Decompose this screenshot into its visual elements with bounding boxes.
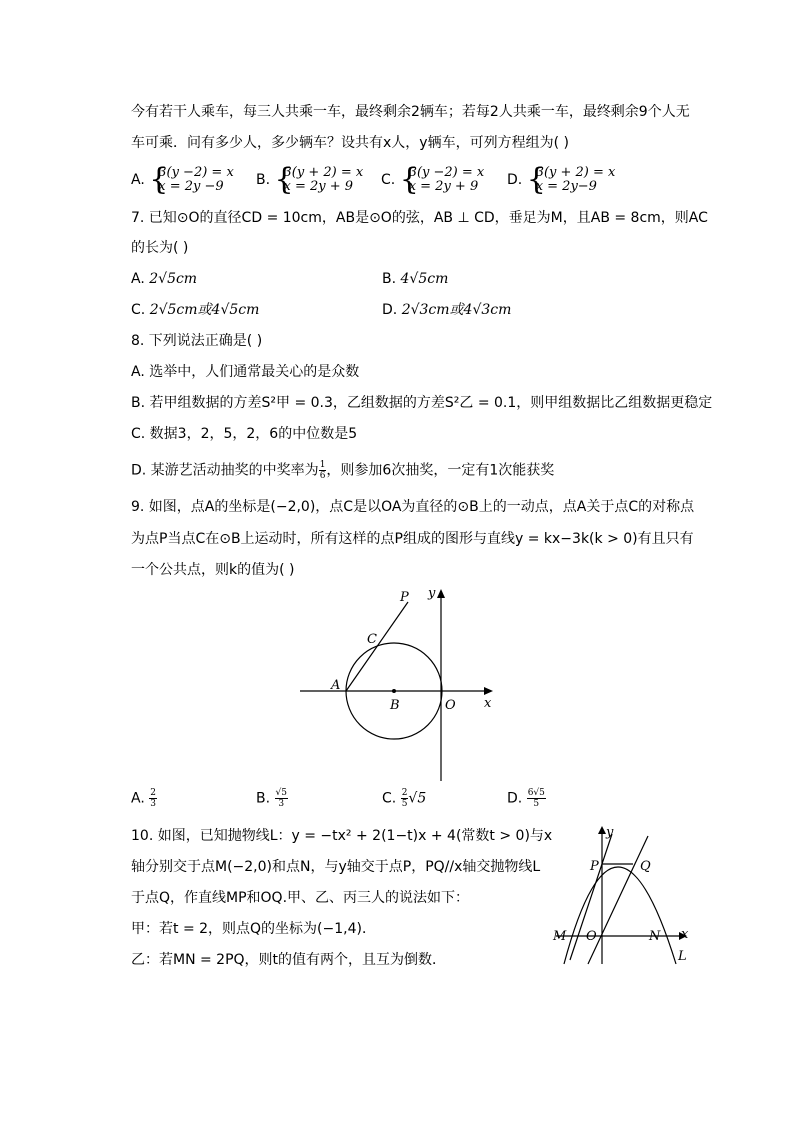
equation-system: { 3(y + 2) = x x = 2y + 9 xyxy=(274,162,364,197)
q10-line-4: 甲：若t = 2，则点Q的坐标为(−1,4)． xyxy=(131,921,376,937)
q10-figure xyxy=(550,822,700,972)
q8-option-a[interactable]: A. 选举中，人们通常最关心的是众数 xyxy=(131,364,360,380)
q7-option-b[interactable]: B. 4√5cm xyxy=(382,271,449,287)
equation-system: { 3(y −2) = x x = 2y −9 xyxy=(149,162,234,197)
x-axis-arrow-icon xyxy=(484,687,493,695)
label-o: O xyxy=(445,698,456,713)
q9-option-a[interactable]: A. $\frac{2}{3}$ xyxy=(131,788,156,809)
q9-option-d[interactable]: D. $\frac{6√5}{5}$ xyxy=(507,788,545,809)
equation-system: { 3(y + 2) = x x = 2y−9 xyxy=(526,162,616,197)
label-x: x xyxy=(484,696,492,711)
q10-line-2: 轴分别交于点M(−2,0)和点N，与y轴交于点P，PQ//x轴交抛物线L xyxy=(131,859,541,875)
q8-stem: 8. 下列说法正确是( ) xyxy=(131,333,263,349)
fraction: $\frac{6√5}{5}$ xyxy=(527,788,545,809)
q6-option-c[interactable]: C. { 3(y −2) = x x = 2y + 9 xyxy=(381,162,485,197)
q8-option-b[interactable]: B. 若甲组数据的方差S²甲 = 0.3，乙组数据的方差S²乙 = 0.1，则甲组数据比乙组数据更稳定 xyxy=(131,395,713,411)
q7-line-1: 7. 已知⊙O的直径CD = 10cm，AB是⊙O的弦，AB ⊥ CD，垂足为M，且AB = 8cm，则AC xyxy=(131,210,708,226)
label-p: P xyxy=(590,859,599,874)
q7-line-2: 的长为( ) xyxy=(131,240,189,256)
q10-line-5: 乙：若MN = 2PQ，则t的值有两个，且互为倒数． xyxy=(131,952,447,968)
label-b: B xyxy=(390,698,400,713)
q9-option-b[interactable]: B. $\frac{√5}{3}$ xyxy=(256,788,287,809)
y-axis-arrow-icon xyxy=(598,826,606,834)
q8-option-c[interactable]: C. 数据3，2，5，2，6的中位数是5 xyxy=(131,426,358,442)
q7-option-c[interactable]: C. 2√5cm或4√5cm xyxy=(131,302,260,318)
fraction: $\frac{2}{5}$ xyxy=(401,788,408,809)
fraction: $\frac{√5}{3}$ xyxy=(275,788,287,809)
q9-option-c[interactable]: C. $\frac{2}{5}$ √5 xyxy=(382,788,427,809)
label-c: C xyxy=(367,632,377,647)
center-point-b xyxy=(392,689,396,693)
equation-system: { 3(y −2) = x x = 2y + 9 xyxy=(399,162,485,197)
q9-figure xyxy=(290,585,510,785)
label-m: M xyxy=(553,929,567,944)
label-y: y xyxy=(428,586,436,601)
q10-line-1: 10. 如图，已知抛物线L：y = −tx² + 2(1−t)x + 4(常数t > 0)与x xyxy=(131,828,553,844)
fraction: $\frac{2}{3}$ xyxy=(150,788,156,809)
q6-line-2: 车可乘．问有多少人，多少辆车？设共有x人，y辆车，可列方程组为( ) xyxy=(131,135,569,151)
label-x: x xyxy=(681,927,689,942)
q9-line-3: 一个公共点，则k的值为( ) xyxy=(131,562,295,578)
q9-line-2: 为点P当点C在⊙B上运动时，所有这样的点P组成的图形与直线y = kx−3k(k > 0)有且只有 xyxy=(131,531,694,547)
segment-ap xyxy=(346,602,408,691)
label-p: P xyxy=(400,590,409,605)
q8-option-d[interactable]: D. 某游艺活动抽奖的中奖率为 $\frac{1}{6}$ ，则参加6次抽奖，一定有1次能获奖 xyxy=(131,460,555,481)
label-n: N xyxy=(649,929,661,944)
y-axis-arrow-icon xyxy=(437,589,445,598)
label-l: L xyxy=(678,949,687,964)
line-oq xyxy=(588,836,648,964)
q7-option-a[interactable]: A. 2√5cm xyxy=(131,271,198,287)
fraction: $\frac{1}{6}$ xyxy=(319,460,326,481)
label-o: O xyxy=(586,929,597,944)
parabola-l xyxy=(564,867,676,964)
q9-line-1: 9. 如图，点A的坐标是(−2,0)，点C是以OA为直径的⊙B上的一动点，点A关于点C的对称点 xyxy=(131,499,695,515)
q6-option-d[interactable]: D. { 3(y + 2) = x x = 2y−9 xyxy=(507,162,616,197)
q6-option-a[interactable]: A. { 3(y −2) = x x = 2y −9 xyxy=(131,162,234,197)
q7-option-d[interactable]: D. 2√3cm或4√3cm xyxy=(382,302,512,318)
label-q: Q xyxy=(640,859,651,874)
q10-line-3: 于点Q，作直线MP和OQ.甲、乙、丙三人的说法如下： xyxy=(131,890,470,906)
label-a: A xyxy=(331,678,341,693)
q6-option-b[interactable]: B. { 3(y + 2) = x x = 2y + 9 xyxy=(256,162,364,197)
label-y: y xyxy=(606,825,614,840)
q6-line-1: 今有若干人乘车，每三人共乘一车，最终剩余2辆车；若每2人共乘一车，最终剩余9个人无 xyxy=(131,104,690,120)
